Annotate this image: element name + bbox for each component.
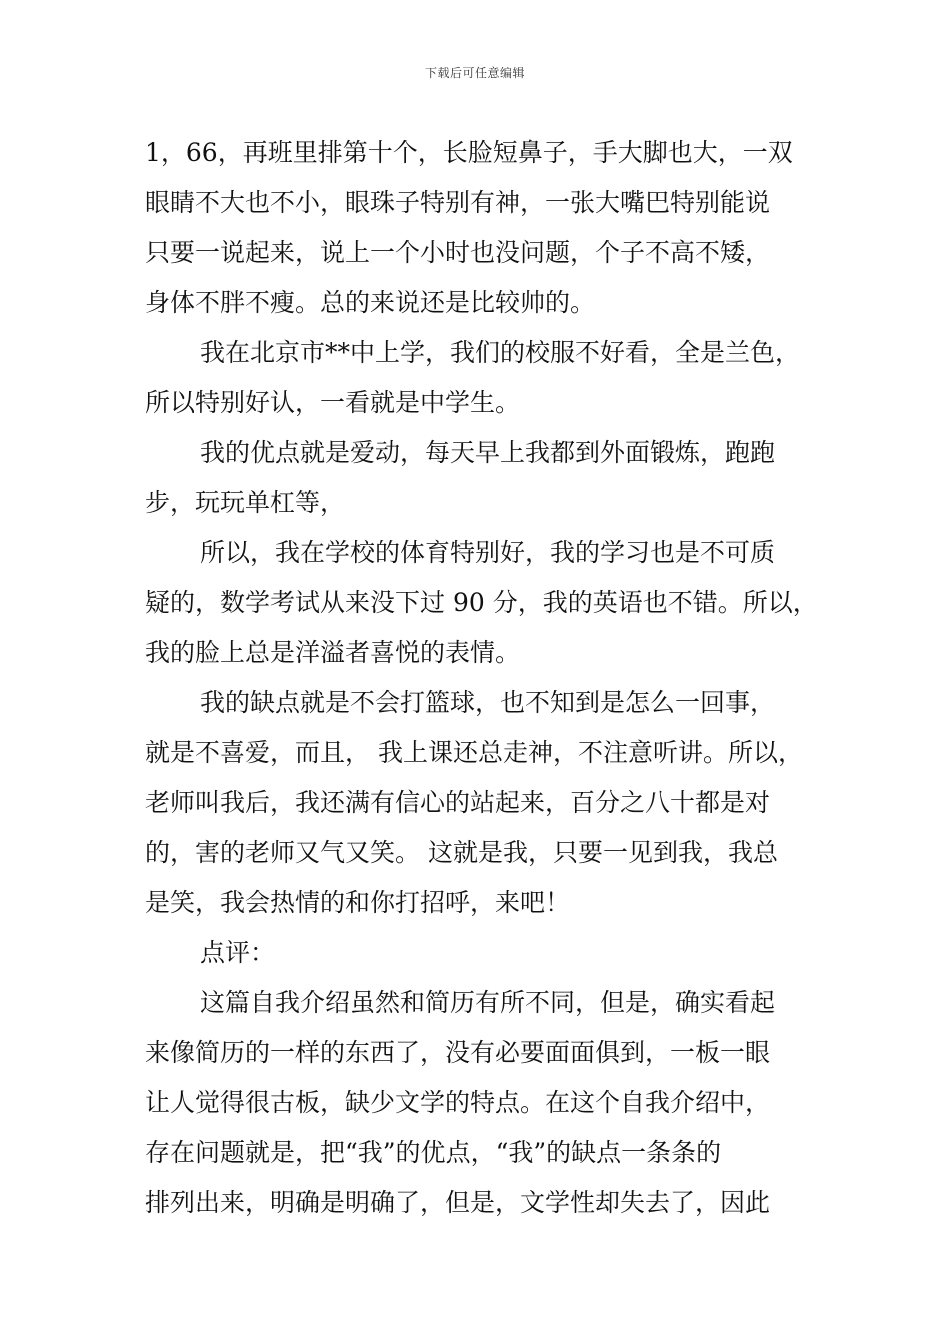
text-line-16: 是笑，我会热情的和你打招呼，来吧！ [145, 888, 571, 917]
paragraph-weaknesses-start: 我的缺点就是不会打篮球，也不知到是怎么一回事， [200, 688, 776, 717]
text-line-14: 老师叫我后，我还满有信心的站起来，百分之八十都是对 [145, 788, 771, 817]
text-line-8: 步，玩玩单杠等， [145, 488, 346, 517]
text-line-1: 1，66，再班里排第十个，长脸短鼻子，手大脚也大，一双 [145, 138, 793, 167]
paragraph-strengths-start: 我的优点就是爱动，每天早上我都到外面锻炼，跑跑 [200, 438, 776, 467]
paragraph-school-start: 我在北京市**中上学，我们的校服不好看，全是兰色， [200, 338, 801, 367]
text-line-6: 所以特别好认，一看就是中学生。 [145, 388, 521, 417]
text-line-3: 只要一说起来，说上一个小时也没问题，个子不高不矮， [145, 238, 771, 267]
text-line-13: 就是不喜爱，而且， 我上课还总走神，不注意听讲。所以， [145, 738, 803, 767]
text-line-19: 来像简历的一样的东西了，没有必要面面俱到，一板一眼 [145, 1038, 771, 1067]
paragraph-sports-start: 所以，我在学校的体育特别好，我的学习也是不可质 [200, 538, 776, 567]
text-line-15: 的，害的老师又气又笑。 这就是我，只要一见到我，我总 [145, 838, 778, 867]
document-body [145, 128, 825, 1228]
review-heading: 点评： [200, 938, 276, 967]
paragraph-review-start: 这篇自我介绍虽然和简历有所不同，但是，确实看起 [200, 988, 776, 1017]
text-line-10: 疑的，数学考试从来没下过 90 分，我的英语也不错。所以， [145, 588, 818, 617]
text-line-4: 身体不胖不瘦。总的来说还是比较帅的。 [145, 288, 596, 317]
text-line-22: 排列出来，明确是明确了，但是，文学性却失去了，因此 [145, 1188, 771, 1217]
page-header: 下载后可任意编辑 [424, 66, 525, 80]
text-line-11: 我的脸上总是洋溢者喜悦的表情。 [145, 638, 521, 667]
text-line-21: 存在问题就是，把“我”的优点，“我”的缺点一条条的 [145, 1138, 722, 1167]
text-line-2: 眼睛不大也不小，眼珠子特别有神，一张大嘴巴特别能说 [145, 188, 771, 217]
text-line-20: 让人觉得很古板，缺少文学的特点。在这个自我介绍中， [145, 1088, 771, 1117]
